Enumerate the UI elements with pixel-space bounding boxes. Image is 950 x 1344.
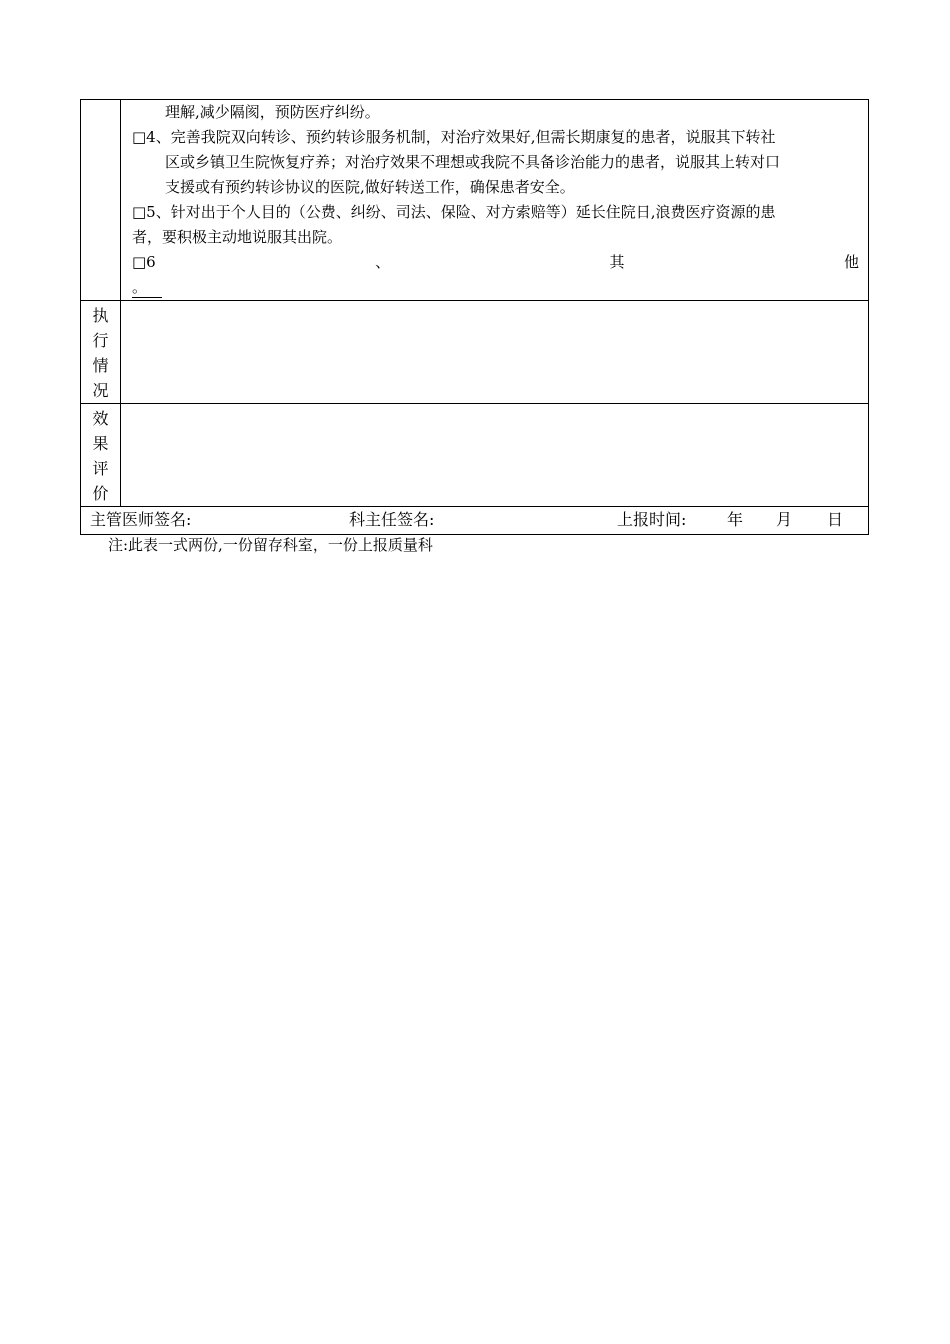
measures-row (81, 100, 869, 301)
measure-item-6-separator: 、 (375, 253, 391, 271)
measure-item-4-line-1: □4、完善我院双向转诊、预约转诊服务机制，对治疗效果好,但需长期康复的患者，说服其下转社 (132, 128, 776, 146)
execution-label-char: 情 (92, 356, 109, 375)
signature-cell (81, 507, 869, 535)
measure-item-6-line (132, 250, 859, 275)
execution-label-char: 执 (92, 306, 109, 325)
measures-label-cell (81, 100, 121, 301)
execution-content-cell[interactable] (121, 301, 869, 404)
measure-line-continued: 理解,减少隔阂，预防医疗纠纷。 (165, 103, 380, 121)
evaluation-label-char: 效 (92, 409, 109, 428)
measure-item-6-blank-line (132, 275, 859, 300)
execution-label (81, 301, 121, 404)
report-form-table (80, 99, 869, 535)
evaluation-row (81, 404, 869, 507)
measure-item-4-line-2: 区或乡镇卫生院恢复疗养；对治疗效果不理想或我院不具备诊治能力的患者，说服其上转对口 (165, 153, 781, 171)
measure-item-4-line-3: 支援或有预约转诊协议的医院,做好转送工作，确保患者安全。 (165, 178, 575, 196)
report-time-label: 上报时间: (617, 510, 687, 529)
year-label: 年 (727, 510, 744, 529)
day-label: 日 (827, 510, 844, 529)
measure-item-6-char-qi: 其 (609, 253, 625, 271)
evaluation-label-char: 果 (92, 434, 109, 453)
other-fill-blank[interactable]: 。 (132, 277, 162, 298)
attending-signature-label: 主管医师签名: (90, 510, 192, 529)
evaluation-label-char: 评 (92, 459, 109, 478)
execution-row (81, 301, 869, 404)
director-signature-label: 科主任签名: (349, 510, 435, 529)
execution-label-char: 行 (92, 331, 109, 350)
evaluation-label-char: 价 (92, 484, 109, 503)
measure-item-5-line-2: 者，要积极主动地说服其出院。 (132, 228, 343, 246)
evaluation-label (81, 404, 121, 507)
form-note: 注:此表一式两份,一份留存科室，一份上报质量科 (108, 536, 433, 554)
execution-label-char: 况 (92, 381, 109, 400)
measure-item-6-checkbox-label: □6 (132, 253, 156, 271)
measure-item-5-line-1: □5、针对出于个人目的（公费、纠纷、司法、保险、对方索赔等）延长住院日,浪费医疗资源的患 (132, 203, 776, 221)
signature-row (81, 507, 869, 535)
evaluation-content-cell[interactable] (121, 404, 869, 507)
month-label: 月 (776, 510, 793, 529)
measure-item-6-char-ta: 他 (843, 253, 859, 271)
measures-content-cell (121, 100, 869, 301)
